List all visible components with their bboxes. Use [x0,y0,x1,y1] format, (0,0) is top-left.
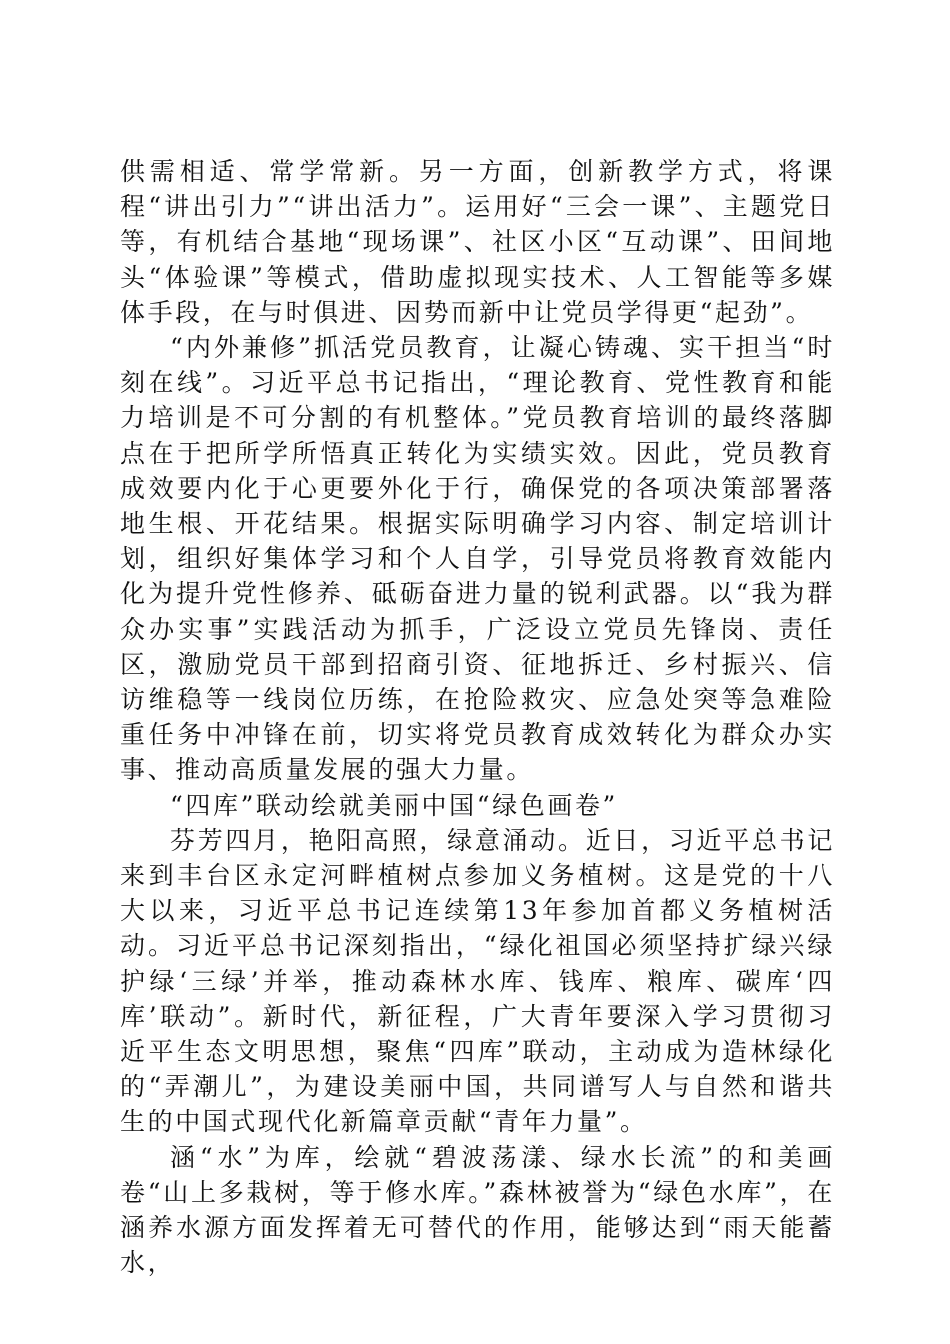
paragraph-water-reservoir: 涵“水”为库，绘就“碧波荡漾、绿水长流”的和美画卷“山上多栽树，等于修水库。”森林被誉为“绿色水库”，在涵养水源方面发挥着无可替代的作用，能够达到“雨天能蓄水， [120,1142,835,1278]
paragraph-tree-planting: 芬芳四月，艳阳高照，绿意涌动。近日，习近平总书记来到丰台区永定河畔植树点参加义务植树。这是党的十八大以来，习近平总书记连续第13年参加首都义务植树活动。习近平总书记深刻指出，“绿化祖国必须坚持扩绿兴绿护绿‘三绿’并举，推动森林水库、钱库、粮库、碳库‘四库’联动”。新时代，新征程，广大青年要深入学习贯彻习近平生态文明思想，聚焦“四库”联动，主动成为造林绿化的“弄潮儿”，为建设美丽中国，共同谱写人与自然和谐共生的中国式现代化新篇章贡献“青年力量”。 [120,825,835,1137]
paragraph-party-education: “内外兼修”抓活党员教育，让凝心铸魂、实干担当“时刻在线”。习近平总书记指出，“理论教育、党性教育和能力培训是不可分割的有机整体。”党员教育培训的最终落脚点在于把所学所悟真正转化为实绩实效。因此，党员教育成效要内化于心更要外化于行，确保党的各项决策部署落地生根、开花结果。根据实际明确学习内容、制定培训计划，组织好集体学习和个人自学，引导党员将教育效能内化为提升党性修养、砥砺奋进力量的锐利武器。以“我为群众办实事”实践活动为抓手，广泛设立党员先锋岗、责任区，激励党员干部到招商引资、征地拆迁、乡村振兴、信访维稳等一线岗位历练，在抢险救灾、应急处突等急难险重任务中冲锋在前，切实将党员教育成效转化为群众办实事、推动高质量发展的强大力量。 [120,333,835,785]
paragraph-continuation: 供需相适、常学常新。另一方面，创新教学方式，将课程“讲出引力”“讲出活力”。运用好“三会一课”、主题党日等，有机结合基地“现场课”、社区小区“互动课”、田间地头“体验课”等模式，借助虚拟现实技术、人工智能等多媒体手段，在与时俱进、因势而新中让党员学得更“起劲”。 [120,157,835,327]
document-body [120,154,835,1281]
section-heading: “四库”联动绘就美丽中国“绿色画卷” [170,790,618,820]
